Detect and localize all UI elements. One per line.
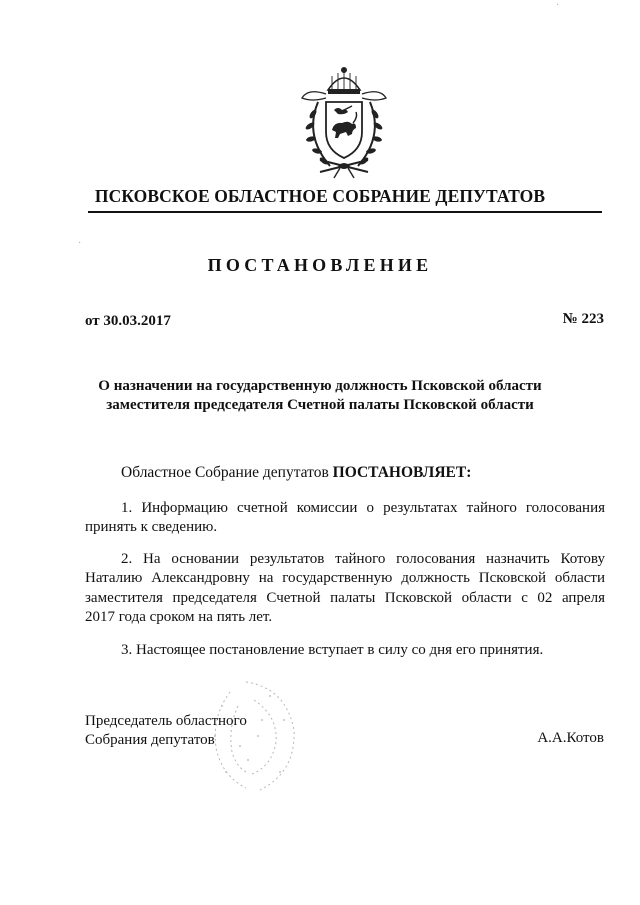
scan-speck: ·	[556, 0, 560, 11]
signatory-name: А.А.Котов	[537, 730, 604, 746]
paragraph-line: Наталию Александровну на государственную должность Псковской области	[85, 570, 605, 587]
subject-line: заместителя председателя Счетной палаты Псковской области	[106, 397, 534, 413]
header-divider	[88, 211, 602, 213]
paragraph-line: 2. На основании результатов тайного голосования назначить Котову	[121, 551, 605, 567]
paragraph-line: принять к сведению.	[85, 519, 218, 536]
signatory-position-line: Председатель областного	[85, 713, 247, 729]
resolution-item-3	[85, 641, 605, 660]
resolution-item-2	[85, 550, 605, 627]
document-subject	[0, 377, 640, 415]
organization-title: ПСКОВСКОЕ ОБЛАСТНОЕ СОБРАНИЕ ДЕПУТАТОВ	[94, 186, 546, 206]
preamble	[121, 464, 471, 482]
subject-line: О назначении на государственную должность Псковской области	[98, 378, 542, 394]
signatory-position	[85, 712, 247, 750]
resolution-item-1	[85, 499, 605, 538]
paragraph-line: 3. Настоящее постановление вступает в силу со дня его принятия.	[121, 642, 544, 658]
scan-speck: ·	[78, 238, 82, 249]
preamble-text: Областное Собрание депутатов	[121, 464, 333, 481]
coat-of-arms-icon	[298, 62, 390, 180]
document-date: от 30.03.2017	[85, 313, 171, 329]
document-number: № 223	[562, 311, 604, 327]
signatory-position-line: Собрания депутатов	[85, 732, 215, 748]
paragraph-line: 1. Информацию счетной комиссии о результатах тайного голосования	[121, 500, 605, 516]
document-type-title: ПОСТАНОВЛЕНИЕ	[207, 255, 433, 275]
preamble-keyword: ПОСТАНОВЛЯЕТ:	[332, 464, 472, 481]
paragraph-line: заместителя председателя Счетной палаты Псковской области с 02 апреля	[85, 589, 605, 606]
paragraph-line: 2017 года сроком на пять лет.	[85, 608, 273, 625]
